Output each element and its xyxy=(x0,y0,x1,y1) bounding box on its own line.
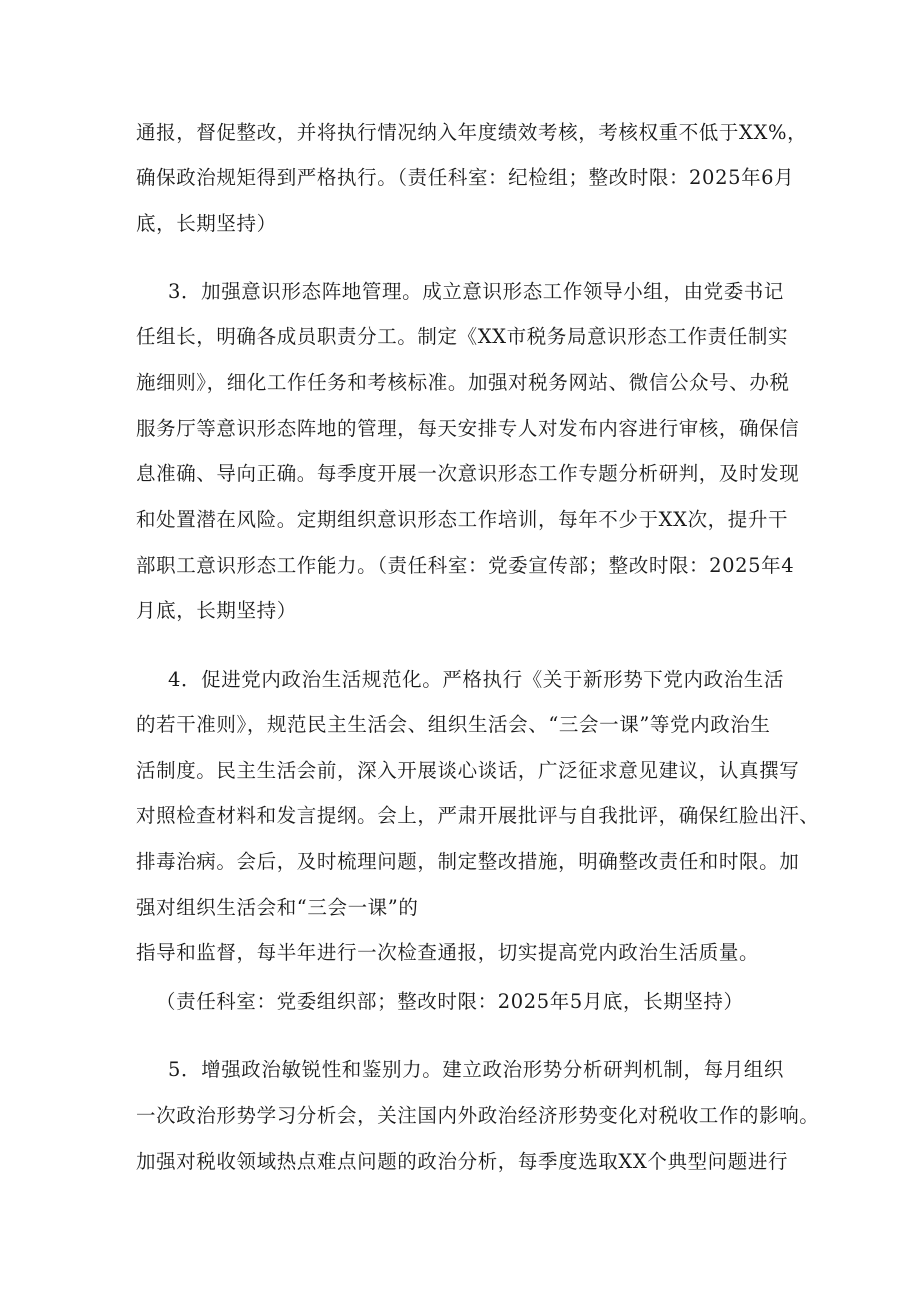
text-line: 月底，长期坚持） xyxy=(136,599,297,622)
text-line: 加强对税收领域热点难点问题的政治分析，每季度选取XX个典型问题进行 xyxy=(136,1150,789,1173)
text-line: 底，长期坚持） xyxy=(136,212,277,235)
text-line: 服务厅等意识形态阵地的管理，每天安排专人对发布内容进行审核，确保信 xyxy=(136,417,800,440)
text-line: 息准确、导向正确。每季度开展一次意识形态工作专题分析研判，及时发现 xyxy=(136,462,800,485)
text-line: 4．促进党内政治生活规范化。严格执行《关于新形势下党内政治生活 xyxy=(168,668,785,691)
text-line: （责任科室：党委组织部；整改时限：2025年5月底，长期坚持） xyxy=(156,990,744,1013)
text-line: 对照检查材料和发言提纲。会上，严肃开展批评与自我批评，确保红脸出汗、 xyxy=(136,804,820,827)
text-line: 指导和监督，每半年进行一次检查通报，切实提高党内政治生活质量。 xyxy=(136,941,760,964)
text-line: 的若干准则》，规范民主生活会、组织生活会、“三会一课”等党内政治生 xyxy=(136,713,771,736)
text-line: 5．增强政治敏锐性和鉴别力。建立政治形势分析研判机制，每月组织 xyxy=(168,1058,785,1081)
text-line: 施细则》，细化工作任务和考核标准。加强对税务网站、微信公众号、办税 xyxy=(136,371,790,394)
text-line: 3．加强意识形态阵地管理。成立意识形态工作领导小组，由党委书记 xyxy=(168,280,785,303)
text-line: 活制度。民主生活会前，深入开展谈心谈话，广泛征求意见建议，认真撰写 xyxy=(136,759,800,782)
text-line: 强对组织生活会和“三会一课”的 xyxy=(136,896,419,919)
text-line: 任组长，明确各成员职责分工。制定《XX市税务局意识形态工作责任制实 xyxy=(136,325,789,348)
text-line: 和处置潜在风险。定期组织意识形态工作培训，每年不少于XX次，提升干 xyxy=(136,508,789,531)
text-line: 一次政治形势学习分析会，关注国内外政治经济形势变化对税收工作的影响。 xyxy=(136,1104,820,1127)
text-line: 通报，督促整改，并将执行情况纳入年度绩效考核，考核权重不低于XX%， xyxy=(136,121,808,144)
text-line: 部职工意识形态工作能力。（责任科室：党委宣传部；整改时限：2025年4 xyxy=(136,554,795,577)
text-line: 确保政治规矩得到严格执行。（责任科室：纪检组；整改时限：2025年6月 xyxy=(136,166,795,189)
text-line: 排毒治病。会后，及时梳理问题，制定整改措施，明确整改责任和时限。加 xyxy=(136,850,800,873)
